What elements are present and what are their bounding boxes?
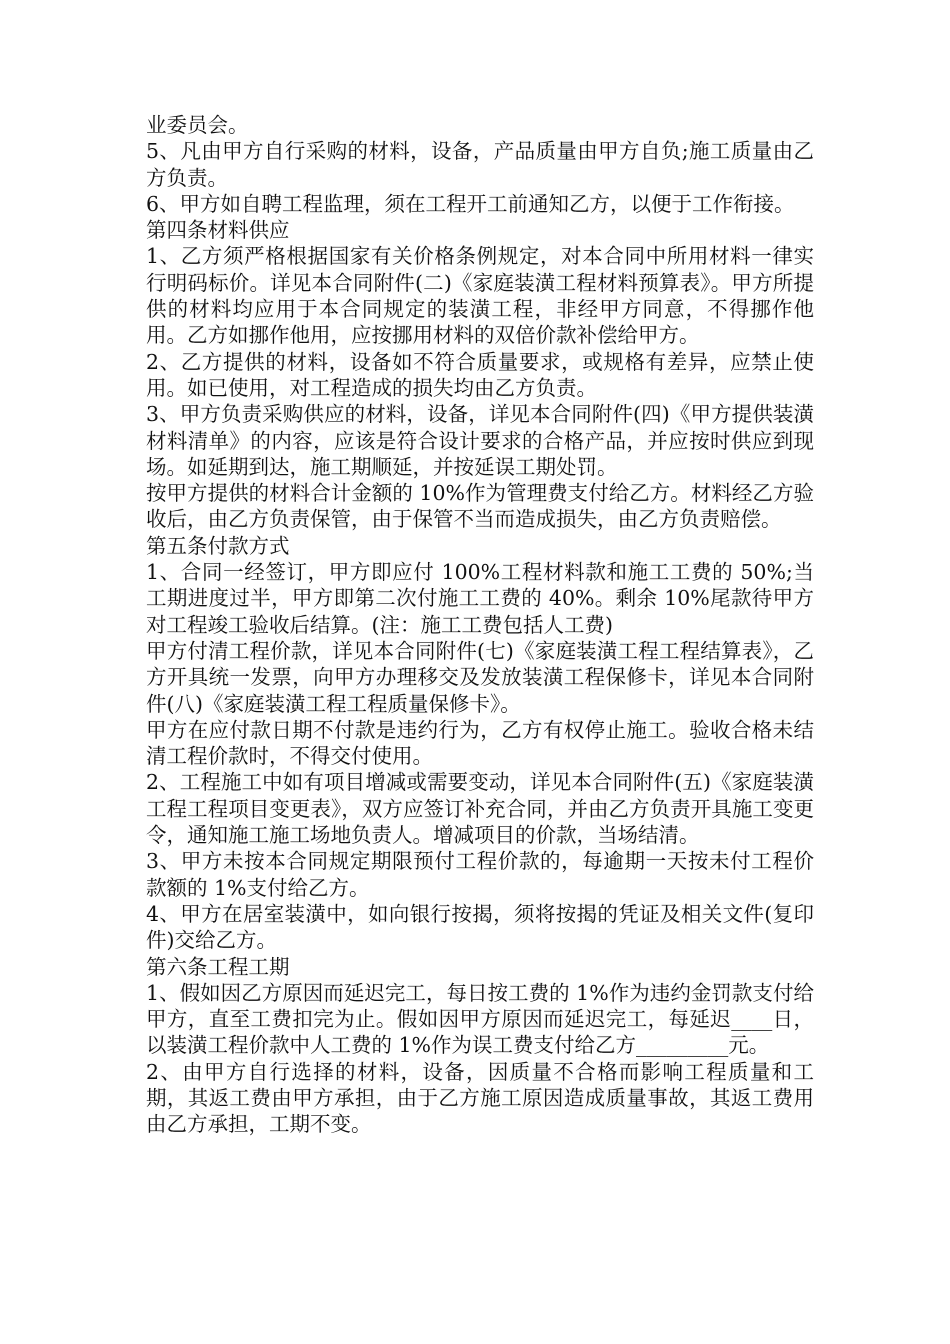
paragraph-17: 1、假如因乙方原因而延迟完工，每日按工费的 1%作为违约金罚款支付给甲方，直至工费扣完为止。假如因甲方原因而延迟完工，每延迟____日，以装潢工程价款中人工费的 1%作为误工费支付给乙方_________元。 [146, 980, 814, 1058]
paragraph-6: 2、乙方提供的材料，设备如不符合质量要求，或规格有差异，应禁止使用。如已使用，对工程造成的损失均由乙方负责。 [146, 349, 814, 400]
paragraph-12: 甲方在应付款日期不付款是违约行为，乙方有权停止施工。验收合格未结清工程价款时，不得交付使用。 [146, 717, 814, 769]
section-heading-4: 第四条材料供应 [146, 218, 290, 243]
paragraph-3: 6、甲方如自聘工程监理，须在工程开工前通知乙方，以便于工作衔接。 [146, 191, 795, 216]
paragraph-15: 4、甲方在居室装潢中，如向银行按揭，须将按揭的凭证及相关文件(复印件)交给乙方。 [146, 901, 814, 953]
paragraph-10: 1、合同一经签订，甲方即应付 100%工程材料款和施工工费的 50%;当工期进度过半，甲方即第二次付施工工费的 40%。剩余 10%尾款待甲方对工程竣工验收后结算。(注：施工工费包括人工费) [146, 560, 814, 637]
paragraph-1: 业委员会。 [146, 113, 249, 137]
paragraph-11: 甲方付清工程价款，详见本合同附件(七)《家庭装潢工程工程结算表》，乙方开具统一发票，向甲方办理移交及发放装潢工程保修卡，详见本合同附件(八)《家庭装潢工程工程质量保修卡》。 [146, 638, 814, 716]
section-heading-5: 第五条付款方式 [146, 533, 290, 558]
paragraph-7: 3、甲方负责采购供应的材料，设备，详见本合同附件(四)《甲方提供装潢材料清单》的内容，应该是符合设计要求的合格产品，并应按时供应到现场。如延期到达，施工期顺延，并按延误工期处罚。 [146, 402, 814, 479]
paragraph-2: 5、凡由甲方自行采购的材料，设备，产品质量由甲方自负;施工质量由乙方负责。 [146, 139, 814, 190]
document-body [146, 112, 814, 1138]
paragraph-14: 3、甲方未按本合同规定期限预付工程价款的，每逾期一天按未付工程价款额的 1%支付给乙方。 [146, 849, 814, 900]
paragraph-8: 按甲方提供的材料合计金额的 10%作为管理费支付给乙方。材料经乙方验收后，由乙方负责保管，由于保管不当而造成损失，由乙方负责赔偿。 [146, 481, 814, 532]
paragraph-5: 1、乙方须严格根据国家有关价格条例规定，对本合同中所用材料一律实行明码标价。详见本合同附件(二)《家庭装潢工程材料预算表》。甲方所提供的材料均应用于本合同规定的装潢工程，非经甲方同意，不得挪作他用。乙方如挪作他用，应按挪用材料的双倍价款补偿给甲方。 [146, 244, 814, 348]
section-heading-6: 第六条工程工期 [146, 954, 290, 979]
paragraph-18: 2、由甲方自行选择的材料，设备，因质量不合格而影响工程质量和工期，其返工费由甲方承担，由于乙方施工原因造成质量事故，其返工费用由乙方承担，工期不变。 [146, 1059, 814, 1137]
paragraph-13: 2、工程施工中如有项目增减或需要变动，详见本合同附件(五)《家庭装潢工程工程项目变更表》，双方应签订补充合同，并由乙方负责开具施工变更令，通知施工施工场地负责人。增减项目的价款，当场结清。 [146, 770, 814, 848]
